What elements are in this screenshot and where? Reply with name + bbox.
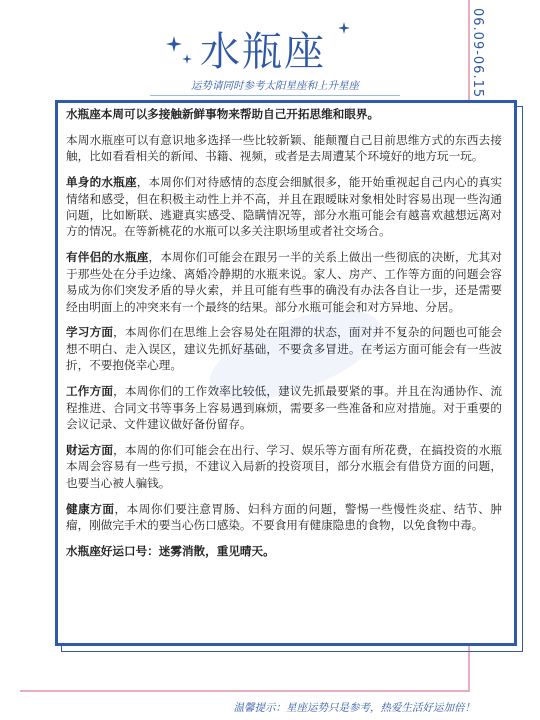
intro-paragraph: 本周水瓶座可以有意识地多选择一些比较新颖、能颠覆自己目前思维方式的东西去接触，比如看看相关的新闻、书籍、视频，或者是去周遭某个环境好的地方玩一玩。 (66, 132, 502, 164)
work-section (66, 383, 502, 432)
study-section (66, 324, 502, 373)
sparkle-icon (166, 36, 182, 52)
pink-horizontal-line (20, 690, 470, 692)
lucky-slogan: 水瓶座好运口号：迷雾消散，重见晴天。 (66, 543, 275, 558)
partner-label: 有伴侣的水瓶座 (66, 250, 149, 265)
subtitle: 运势请同时参考太阳星座和上升星座 (150, 78, 400, 96)
partner-text: ，本周你们可能会在跟另一半的关系上做出一些彻底的决断，尤其对于那些处在分手边缘、离婚冷静期的水瓶来说。家人、房产、工作等方面的问题会容易成为你们突发矛盾的导火索，并且可能有些事的确没有办法各自让一步，还是需要经由明面上的冲突来有一个最终的结果。部分水瓶可能会和对方异地、分居。 (66, 250, 502, 314)
study-text: ，本周你们在思维上会容易处在阻滞的状态，面对并不复杂的问题也可能会想不明白、走入误区，建议先抓好基础，不要贪多冒进。在考运方面可能会有一些波折，不要抱侥幸心理。 (66, 325, 502, 373)
horoscope-content (66, 106, 502, 569)
intro-heading: 水瓶座本周可以多接触新鲜事物来帮助自己开拓思维和眼界。 (66, 107, 380, 121)
study-label: 学习方面 (66, 325, 114, 340)
wealth-label: 财运方面 (66, 442, 114, 457)
page-title: 水瓶座 (200, 29, 326, 75)
single-section (66, 174, 502, 240)
health-text: ，本周你们要注意胃肠、妇科方面的问题，警惕一些慢性炎症、结节、肿瘤，刚做完手术的要当心伤口感染。不要食用有健康隐患的食物，以免食物中毒。 (66, 501, 502, 533)
wealth-text: ，本周的你们可能会在出行、学习、娱乐等方面有所花费，在搞投资的水瓶本周会容易有一些亏损，不建议入局新的投资项目，部分水瓶会有借贷方面的问题，也要当心被人骗钱。 (66, 442, 502, 490)
work-label: 工作方面 (66, 384, 114, 399)
sparkle-icon-right (338, 22, 350, 34)
wealth-section (66, 442, 502, 491)
partner-section (66, 249, 502, 315)
work-text: ，本周你们的工作效率比较低，建议先抓最要紧的事。并且在沟通协作、流程推进、合同文书等事务上容易遇到麻烦，需要多一些准备和应对措施。对于重要的会议记录、文件建议做好备份留存。 (66, 384, 502, 431)
health-label: 健康方面 (66, 501, 115, 516)
single-text: ，本周你们对待感情的态度会细腻很多，能开始重视起自己内心的真实情绪和感受，但在积极主动性上并不高，并且在跟暧昧对象相处时容易出现一些沟通问题，比如断联、逃避真实感受、隐瞒情况等，部分水瓶可能会有越喜欢越想远离对方的情况。在等新桃花的水瓶可以多关注职场里或者社交场合。 (66, 175, 502, 239)
date-range: 06.09-06.15 (470, 8, 485, 99)
footer-tip: 温馨提示：星座运势只是参考，热爱生活好运加倍！ (233, 702, 475, 714)
title-area (160, 14, 380, 78)
small-sparkle-icon (182, 54, 192, 64)
single-label: 单身的水瓶座 (66, 175, 137, 190)
health-section (66, 501, 502, 534)
